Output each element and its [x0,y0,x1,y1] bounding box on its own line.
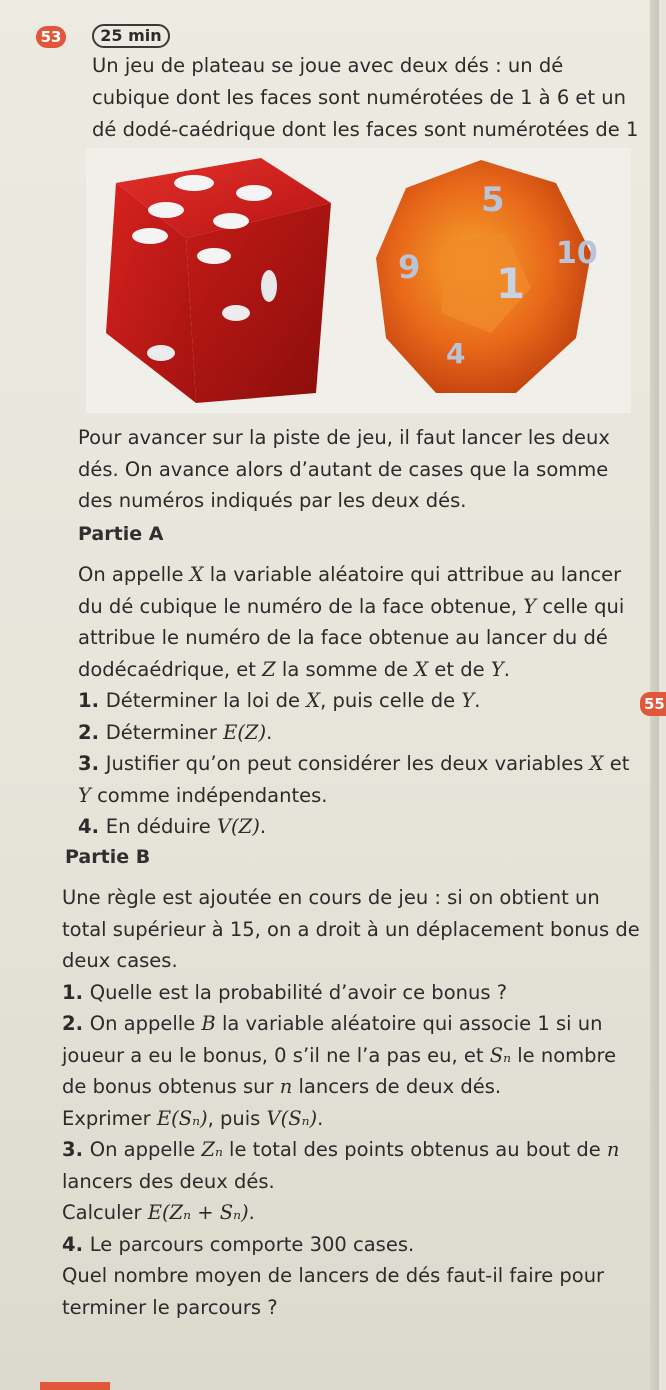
cubic-die-icon [106,158,331,403]
page-footer-bar [40,1382,110,1390]
exercise-intro: Un jeu de plateau se joue avec deux dés : un dé cubique dont les faces sont numérotées de 1 à 6 et un dé dodé-caédrique dont les faces sont numérotées de 1 [92,54,639,141]
dice-illustration [86,148,631,413]
partie-a-body [78,559,638,843]
time-badge: 25 min [92,24,170,48]
partie-a-intro: On appelle X la variable aléatoire qui attribue au lancer du dé cubique le numéro de la face obtenue, Y celle qui attribue le numéro de la face obtenue au lancer du dé dodécaédrique, et Z la somme de X et de Y. [78,563,625,681]
partie-b-intro: Une règle est ajoutée en cours de jeu : si on obtient un total supérieur à 15, on a droit à un déplacement bonus de deux cases. [62,886,640,972]
game-description: Pour avancer sur la piste de jeu, il faut lancer les deux dés. On avance alors d’autant de cases que la somme des numéros indiqués par les deux dés. [78,426,610,512]
partie-b-question-2: 2. On appelle B la variable aléatoire qui associe 1 si un joueur a eu le bonus, 0 s’il ne l’a pas eu, et Sₙ le nombre de bonus obtenus sur n lancers de deux dés. [62,1012,617,1098]
partie-b-heading: Partie B [65,846,151,868]
svg-text:4: 4 [446,337,466,370]
partie-b-question-1: 1. Quelle est la probabilité d’avoir ce bonus ? [62,980,508,1004]
svg-text:9: 9 [398,248,421,286]
next-exercise-tab: 55 [640,692,666,716]
partie-b-question-4: 4. Le parcours comporte 300 cases. [62,1232,415,1256]
partie-b-question-2-task: Exprimer E(Sₙ), puis V(Sₙ). [62,1106,324,1130]
svg-text:1: 1 [496,259,526,308]
partie-a-question-1: 1. Déterminer la loi de X, puis celle de Y. [78,689,481,712]
partie-a-question-3: 3. Justifier qu’on peut considérer les deux variables X et Y comme indépendantes. [78,752,630,807]
partie-b-question-4-task: Quel nombre moyen de lancers de dés faut-il faire pour terminer le parcours ? [62,1264,605,1319]
partie-b-question-3-task: Calculer E(Zₙ + Sₙ). [62,1201,255,1224]
partie-a-question-4: 4. En déduire V(Z). [78,815,267,838]
partie-b-question-3: 3. On appelle Zₙ le total des points obtenus au bout de n lancers des deux dés. [62,1138,620,1193]
exercise-number: 53 [36,26,66,48]
dodecahedral-die-icon [376,160,598,393]
svg-text:5: 5 [481,180,505,220]
dice-photo [86,148,631,413]
partie-a-heading: Partie A [78,523,164,545]
partie-a-question-2: 2. Déterminer E(Z). [78,720,273,744]
svg-text:10: 10 [556,236,598,271]
partie-b-body [62,882,642,1323]
